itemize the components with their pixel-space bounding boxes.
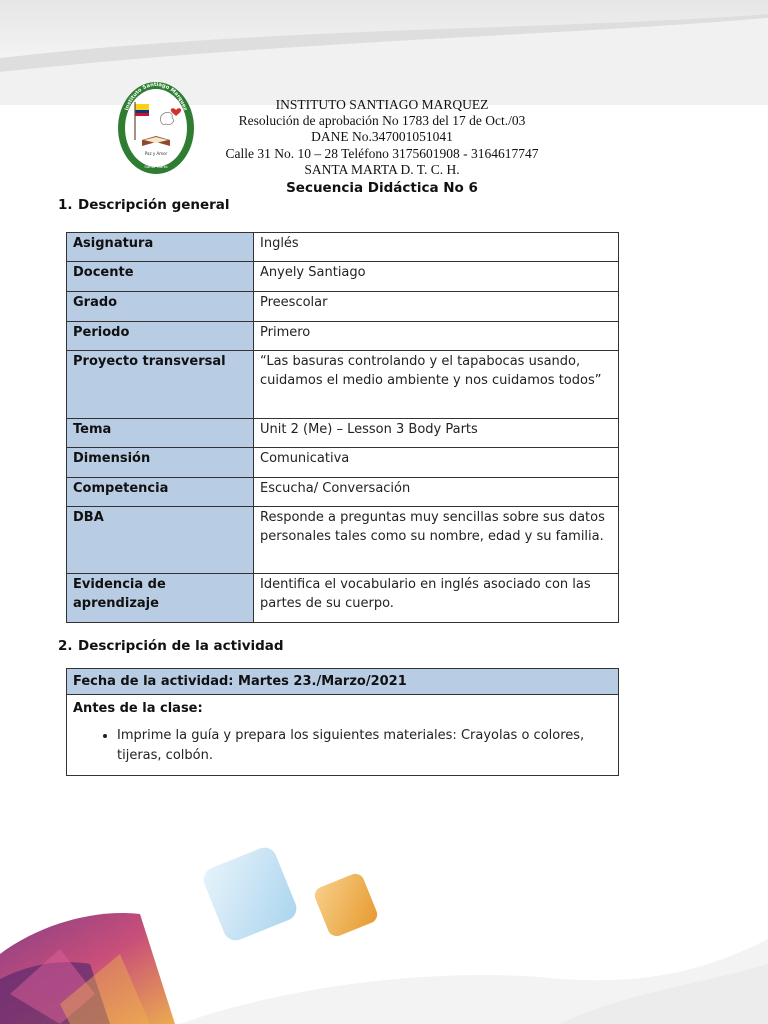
dane-line: DANE No.347001051041	[311, 129, 453, 145]
row-key: Periodo	[67, 322, 254, 351]
section-2-number: 2.	[58, 638, 73, 654]
section-1-label: Descripción general	[78, 197, 230, 213]
row-key: Tema	[67, 419, 254, 448]
row-value: Responde a preguntas muy sencillas sobre sus datos personales tales como su nombre, edad y su familia.	[254, 507, 619, 574]
institution-logo	[116, 80, 196, 176]
table-row	[67, 695, 619, 776]
table-row	[67, 322, 619, 351]
city-line: SANTA MARTA D. T. C. H.	[304, 161, 460, 177]
table-row	[67, 262, 619, 292]
institution-name: INSTITUTO SANTIAGO MARQUEZ	[275, 97, 489, 112]
row-value: Inglés	[254, 233, 619, 262]
table-row	[67, 233, 619, 262]
address-line: Calle 31 No. 10 – 28 Teléfono 3175601908 - 3164617747	[225, 145, 539, 161]
list-item: • Imprime la guía y prepara los siguientes materiales: Crayolas o colores, tijeras, colbón.	[117, 726, 612, 765]
section-1-title	[58, 197, 230, 213]
table-row	[67, 669, 619, 695]
table-row	[67, 478, 619, 507]
row-value: “Las basuras controlando y el tapabocas usando, cuidamos el medio ambiente y nos cuidamos todos”	[254, 351, 619, 419]
logo-city: Santa Marta	[144, 164, 168, 169]
row-value: Identifica el vocabulario en inglés asociado con las partes de su cuerpo.	[254, 574, 619, 623]
activity-table	[66, 668, 619, 776]
row-value: Primero	[254, 322, 619, 351]
table-row	[67, 292, 619, 322]
section-2-title	[58, 638, 284, 654]
materials-list	[73, 726, 612, 765]
row-key: Evidencia de aprendizaje	[67, 574, 254, 623]
row-value: Escucha/ Conversación	[254, 478, 619, 507]
logo-motto: Paz y Amor	[144, 151, 168, 156]
row-key: Proyecto transversal	[67, 351, 254, 419]
activity-date: Fecha de la actividad: Martes 23./Marzo/2021	[67, 669, 619, 695]
row-key: Grado	[67, 292, 254, 322]
table-row	[67, 448, 619, 478]
table-row	[67, 419, 619, 448]
general-description-table	[66, 232, 619, 623]
logo-ring-text: Instituto Santiago Marquez	[124, 81, 188, 112]
sequence-title: Secuencia Didáctica No 6	[286, 180, 478, 196]
row-key: Asignatura	[67, 233, 254, 262]
table-row	[67, 507, 619, 574]
row-value: Unit 2 (Me) – Lesson 3 Body Parts	[254, 419, 619, 448]
row-value: Preescolar	[254, 292, 619, 322]
resolution-line: Resolución de aprobación No 1783 del 17 de Oct./03	[238, 113, 526, 129]
table-row	[67, 351, 619, 419]
row-value: Anyely Santiago	[254, 262, 619, 292]
letterhead	[200, 97, 564, 178]
row-key: DBA	[67, 507, 254, 574]
activity-body	[67, 695, 619, 776]
row-key: Docente	[67, 262, 254, 292]
before-class-label: Antes de la clase:	[73, 701, 203, 716]
row-key: Competencia	[67, 478, 254, 507]
row-value: Comunicativa	[254, 448, 619, 478]
bottom-decorative-shapes	[0, 844, 768, 1024]
table-row	[67, 574, 619, 623]
section-2-label: Descripción de la actividad	[78, 638, 284, 654]
row-key: Dimensión	[67, 448, 254, 478]
section-1-number: 1.	[58, 197, 73, 213]
